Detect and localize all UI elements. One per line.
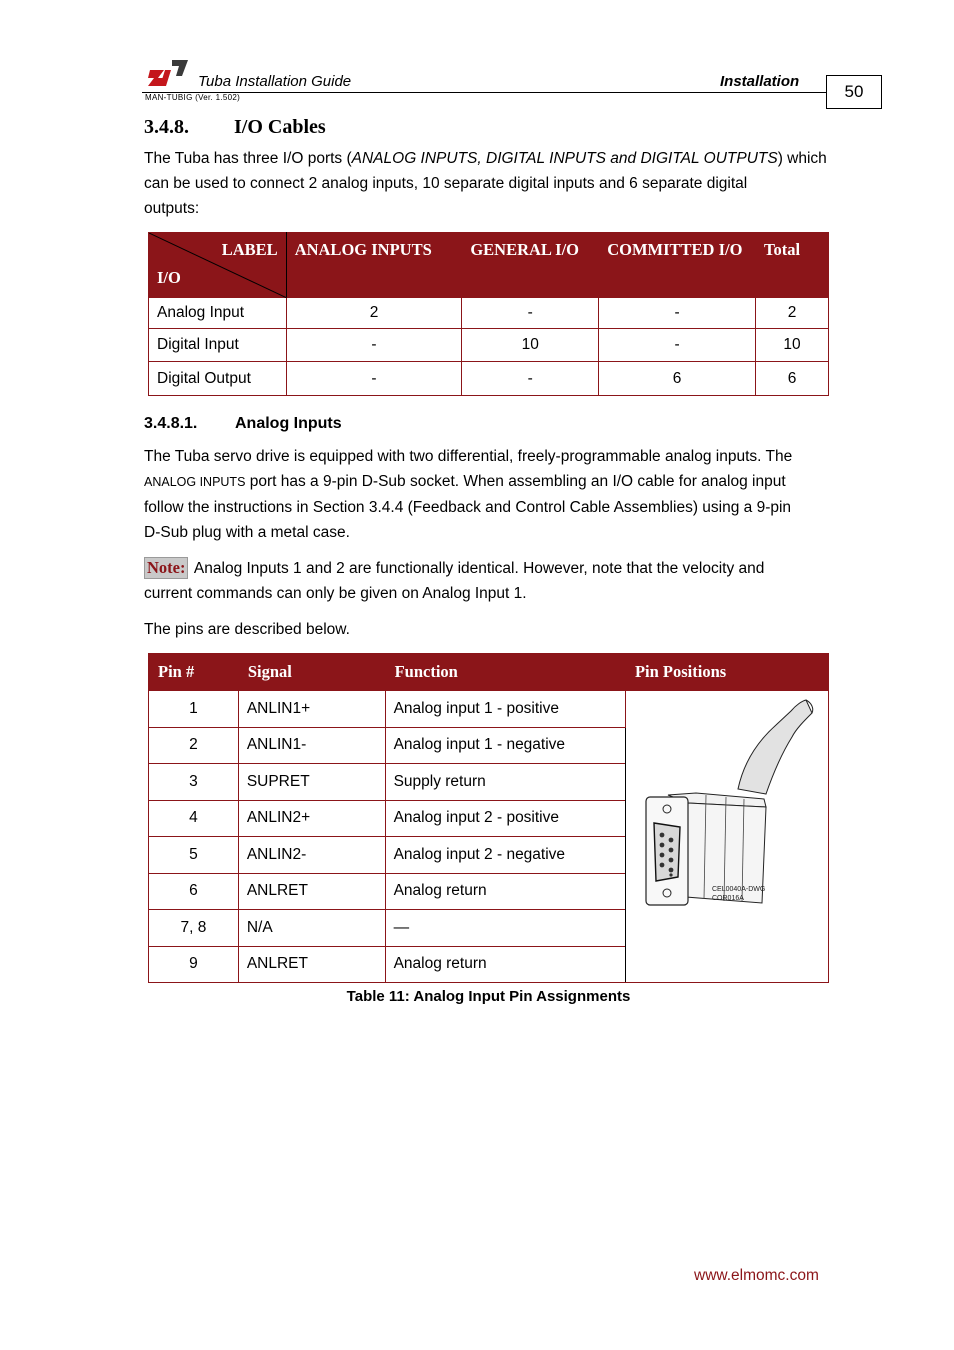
pin-positions-cell	[625, 691, 828, 983]
table-row	[149, 298, 829, 329]
pin-signal: ANLIN2+	[238, 800, 385, 837]
pin-function: Supply return	[385, 764, 625, 801]
drawing-code: COR016A	[711, 895, 744, 902]
pin-signal: ANLRET	[238, 873, 385, 910]
table-cell: 2	[286, 298, 462, 329]
pin-function: Analog return	[385, 946, 625, 983]
note-badge: Note:	[144, 557, 188, 579]
intro-line-3: outputs:	[144, 200, 200, 217]
column-header: Pin #	[149, 654, 239, 691]
section-heading	[144, 116, 326, 139]
table-header-row	[149, 233, 829, 298]
table-cell: -	[286, 329, 462, 362]
table-cell: 6	[599, 362, 756, 396]
pin-signal: ANLIN2-	[238, 837, 385, 874]
table-row	[149, 362, 829, 396]
section-intro	[144, 146, 834, 221]
note-text: Analog Inputs 1 and 2 are functionally identical. However, note that the velocity and	[190, 560, 765, 577]
table-row	[149, 691, 829, 728]
intro-line-2: can be used to connect 2 analog inputs, 10 separate digital inputs and 6 separate digital	[144, 175, 748, 192]
row-label: Digital Output	[149, 362, 287, 396]
paragraph-line: D-Sub plug with a metal case.	[144, 524, 350, 541]
document-title: Tuba Installation Guide	[198, 73, 352, 90]
intro-suffix: ) which	[777, 150, 827, 167]
io-summary-table	[148, 232, 829, 396]
pin-number: 1	[149, 691, 239, 728]
pin-number: 5	[149, 837, 239, 874]
pin-function: Analog input 1 - positive	[385, 691, 625, 728]
pin-number: 3	[149, 764, 239, 801]
d-sub-connector-drawing	[626, 691, 827, 977]
pin-signal: ANLRET	[238, 946, 385, 983]
pin-number: 4	[149, 800, 239, 837]
table-cell: 2	[756, 298, 829, 329]
table-cell: 6	[756, 362, 829, 396]
paragraph-line: The Tuba servo drive is equipped with two differential, freely-programmable analog inputs. The	[144, 448, 793, 465]
table-cell: -	[599, 298, 756, 329]
drawing-code: CEL0040A-DWG	[711, 886, 766, 893]
row-label: Analog Input	[149, 298, 287, 329]
analog-input-pin-table	[148, 653, 829, 983]
subsection-title: Analog Inputs	[235, 415, 342, 432]
pin-function: Analog input 1 - negative	[385, 727, 625, 764]
intro-ports: ANALOG INPUTS, DIGITAL INPUTS and DIGITAL OUTPUTS	[351, 150, 778, 167]
corner-label: LABEL	[221, 240, 278, 259]
table-cell: -	[286, 362, 462, 396]
pin-function: Analog input 2 - negative	[385, 837, 625, 874]
elmo-logo	[148, 58, 190, 88]
section-number: 3.4.8.	[144, 116, 189, 138]
paragraph-line: port has a 9-pin D-Sub socket. When assembling an I/O cable for analog input	[245, 473, 786, 490]
pin-number: 9	[149, 946, 239, 983]
corner-header-cell	[149, 233, 287, 298]
corner-io: I/O	[157, 268, 181, 287]
pin-function: Analog return	[385, 873, 625, 910]
paragraph-line: follow the instructions in Section 3.4.4 (Feedback and Control Cable Assemblies) using a 9-pin	[144, 499, 792, 516]
pin-function: Analog input 2 - positive	[385, 800, 625, 837]
column-header: Function	[385, 654, 625, 691]
table-cell: 10	[462, 329, 599, 362]
footer-website-link[interactable]: www.elmomc.com	[694, 1267, 819, 1284]
table-caption: Table 11: Analog Input Pin Assignments	[346, 988, 631, 1005]
table-header-row	[149, 654, 829, 691]
analog-inputs-paragraph	[144, 444, 834, 545]
intro-prefix: The Tuba has three I/O ports (	[144, 150, 352, 167]
chapter-name: Installation	[720, 73, 800, 90]
subsection-number: 3.4.8.1.	[144, 415, 198, 432]
document-version: MAN-TUBIG (Ver. 1.502)	[145, 93, 241, 102]
page-number: 50	[826, 75, 882, 109]
pins-intro: The pins are described below.	[144, 621, 350, 638]
table-cell: -	[462, 298, 599, 329]
column-header: COMMITTED I/O	[599, 233, 756, 298]
pin-signal: ANLIN1-	[238, 727, 385, 764]
table-row	[149, 329, 829, 362]
column-header: GENERAL I/O	[462, 233, 599, 298]
table-cell: -	[462, 362, 599, 396]
note-paragraph	[144, 556, 834, 606]
section-title: I/O Cables	[234, 116, 326, 138]
header-rule	[142, 92, 827, 93]
table-cell: -	[599, 329, 756, 362]
pin-number: 6	[149, 873, 239, 910]
pin-function: —	[385, 910, 625, 947]
pin-number: 2	[149, 727, 239, 764]
port-name: ANALOG INPUTS	[144, 475, 246, 489]
note-text: current commands can only be given on Analog Input 1.	[144, 585, 527, 602]
column-header: Signal	[238, 654, 385, 691]
column-header: Total	[756, 233, 829, 298]
row-label: Digital Input	[149, 329, 287, 362]
column-header: ANALOG INPUTS	[286, 233, 462, 298]
pin-signal: SUPRET	[238, 764, 385, 801]
column-header: Pin Positions	[625, 654, 828, 691]
pin-signal: ANLIN1+	[238, 691, 385, 728]
subsection-heading	[144, 415, 342, 433]
table-cell: 10	[756, 329, 829, 362]
pin-number: 7, 8	[149, 910, 239, 947]
pin-signal: N/A	[238, 910, 385, 947]
